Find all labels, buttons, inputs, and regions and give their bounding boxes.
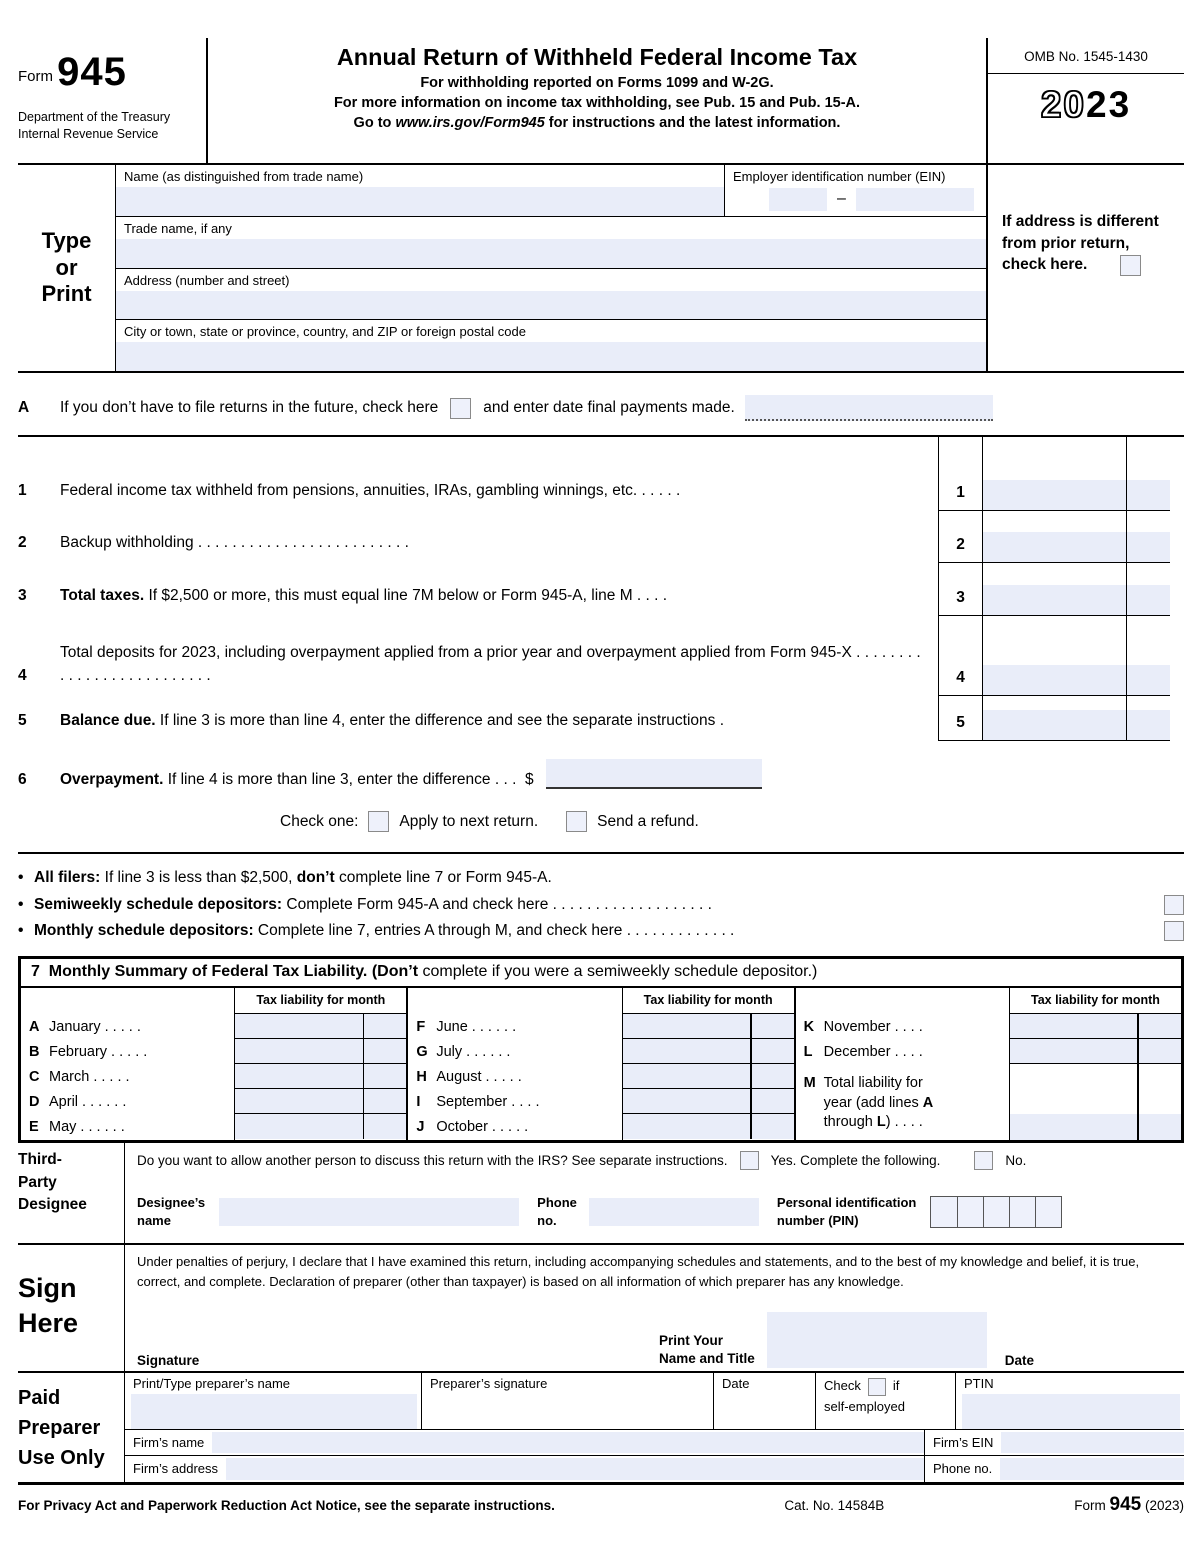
row-j-label: October . . . . . (436, 1118, 529, 1135)
final-return-checkbox[interactable] (450, 398, 471, 419)
year-solid: 23 (1086, 84, 1132, 125)
row-h-label: August . . . . . (436, 1068, 522, 1085)
city-input[interactable] (116, 342, 986, 371)
monthly-dots: . . . . . . . . . . . . . (622, 922, 735, 940)
sign-here-label (18, 1245, 125, 1371)
phone-no-input[interactable] (1000, 1458, 1184, 1480)
depositor-instructions (18, 852, 1184, 942)
tax-liability-header-1: Tax liability for month (235, 988, 406, 1014)
self-employed-word: self-employed (824, 1398, 905, 1414)
april-liability-input[interactable] (235, 1089, 406, 1114)
line-6-text: If line 4 is more than line 3, enter the difference (163, 771, 491, 788)
july-liability-input[interactable] (623, 1039, 794, 1064)
third-party-designee-section (18, 1143, 1184, 1245)
semiweekly-checkbox[interactable] (1164, 895, 1184, 915)
row-d-id: D (29, 1093, 40, 1110)
designee-name-input[interactable] (219, 1198, 519, 1226)
line-6-row (18, 757, 1184, 789)
sign-date-label: Date (1004, 1353, 1034, 1369)
row-k-label: November . . . . (823, 1018, 923, 1035)
form-header (18, 38, 1184, 165)
designee-name-label1: Designee’s (137, 1195, 206, 1211)
omb-number: OMB No. 1545-1430 (988, 38, 1184, 74)
paid-preparer-label (18, 1373, 125, 1482)
address-different-note (986, 165, 1184, 371)
monthly-bold: Monthly schedule depositors: (34, 922, 254, 940)
final-payments-date-input[interactable] (745, 395, 993, 421)
line-2-cents-input[interactable] (1127, 532, 1170, 562)
line-1-text: Federal income tax withheld from pensions, annuities, IRAs, gambling winnings, etc. (60, 481, 638, 499)
january-liability-input[interactable] (235, 1014, 406, 1039)
form-word: Form (18, 68, 53, 85)
pin-cell-5[interactable] (1035, 1197, 1061, 1227)
line-3-row (18, 563, 1184, 616)
footer-form-word: Form (1074, 1498, 1106, 1514)
pin-cell-2[interactable] (957, 1197, 983, 1227)
pin-cell-4[interactable] (1009, 1197, 1035, 1227)
goto-post: for instructions and the latest information. (544, 115, 841, 131)
line-2-dollars-input[interactable] (983, 532, 1126, 562)
line-6-number: 6 (18, 771, 27, 788)
line-2-text: Backup withholding (60, 533, 194, 551)
row-m-id: M (803, 1075, 816, 1092)
address-different-text: If address is different from prior return, check here. (1002, 213, 1159, 274)
row-h-id: H (416, 1068, 427, 1085)
m-label-line3: through (823, 1114, 877, 1131)
designee-phone-label1: Phone (537, 1195, 577, 1211)
line-5-number: 5 (18, 711, 27, 729)
line-1-dollars-input[interactable] (983, 480, 1126, 510)
total-liability-input[interactable] (1010, 1064, 1181, 1140)
year-outline: 20 (1040, 84, 1086, 125)
line-1-box-number: 1 (939, 437, 983, 510)
line-4-number: 4 (18, 666, 27, 684)
line-3-number: 3 (18, 586, 27, 604)
ein-suffix-input[interactable] (856, 188, 974, 211)
pin-cell-3[interactable] (983, 1197, 1009, 1227)
semiweekly-text: Complete Form 945-A and check here (282, 895, 549, 913)
firm-name-label: Firm’s name (133, 1435, 205, 1451)
row-j-id: J (416, 1118, 425, 1135)
march-liability-input[interactable] (235, 1064, 406, 1089)
december-liability-input[interactable] (1010, 1039, 1181, 1064)
type-or-print-label (18, 165, 115, 371)
semiweekly-bold: Semiweekly schedule depositors: (34, 895, 283, 913)
line-3-text: If $2,500 or more, this must equal line 7M below or Form 945-A, line M (144, 586, 633, 604)
row-g-id: G (416, 1043, 428, 1060)
goto-pre: Go to (353, 115, 396, 131)
all-filers-dont: don’t (296, 869, 335, 886)
line-5-dollars-input[interactable] (983, 710, 1126, 740)
line-3-bold: Total taxes. (60, 586, 145, 604)
line-5-cents-input[interactable] (1127, 710, 1170, 740)
form-number-block (18, 38, 208, 163)
phone-no-label: Phone no. (933, 1461, 993, 1477)
apply-next-return-label: Apply to next return. (399, 812, 539, 830)
line-a-text1: If you don’t have to file returns in the future, check here (60, 399, 439, 416)
line-5-dots: . (715, 711, 725, 729)
address-different-checkbox[interactable] (1120, 255, 1141, 276)
line-4-cents-input[interactable] (1127, 665, 1170, 695)
footer-form-number: 945 (1109, 1494, 1142, 1516)
september-liability-input[interactable] (623, 1089, 794, 1114)
m-label-a-bold: A (922, 1094, 934, 1111)
section-7-number: 7 (31, 963, 40, 981)
irs-url-link[interactable]: www.irs.gov/Form945 (395, 115, 545, 131)
line-3-dollars-input[interactable] (983, 585, 1126, 615)
line-2-box-number: 2 (939, 511, 983, 562)
print-name-title-input[interactable] (767, 1312, 987, 1368)
designee-pin-label1: Personal identification (776, 1195, 917, 1211)
line-1-number: 1 (18, 481, 27, 499)
ptin-label: PTIN (964, 1376, 994, 1392)
ein-dash: – (837, 190, 846, 208)
row-d-label: April . . . . . . (49, 1093, 127, 1110)
type-label: Type (41, 228, 92, 254)
preparer-name-input[interactable] (131, 1394, 417, 1429)
row-l-label: December . . . . (823, 1043, 923, 1060)
sign-label-line2: Here (18, 1308, 79, 1339)
may-liability-input[interactable] (235, 1114, 406, 1139)
designee-yes-checkbox[interactable] (740, 1151, 759, 1170)
firm-name-input[interactable] (212, 1432, 924, 1453)
designee-pin-input[interactable] (930, 1196, 1062, 1228)
city-label: City or town, state or province, country, and ZIP or foreign postal code (124, 324, 526, 340)
third-party-designee-label (18, 1143, 125, 1243)
monthly-text: Complete line 7, entries A through M, and check here (253, 922, 623, 940)
ein-label: Employer identification number (EIN) (733, 169, 946, 184)
line-6-bold: Overpayment. (60, 771, 164, 788)
self-employed-checkbox[interactable] (868, 1378, 886, 1396)
designee-no-label: No. (1005, 1153, 1027, 1169)
bullet-dot-3: • (18, 922, 24, 940)
tax-liability-header-2: Tax liability for month (623, 988, 794, 1014)
row-c-label: March . . . . . (49, 1068, 130, 1085)
sign-label-line1: Sign (18, 1273, 77, 1304)
tpd-side-line1: Third- (18, 1151, 62, 1169)
preparer-name-label: Print/Type preparer’s name (133, 1376, 291, 1392)
row-l-id: L (803, 1043, 813, 1060)
preparer-date-label: Date (722, 1376, 750, 1392)
subtitle-3 (208, 115, 986, 131)
line-6-dots: . . . (490, 771, 517, 788)
firm-ein-label: Firm’s EIN (933, 1435, 994, 1451)
line-4-row (18, 616, 1184, 696)
print-label-line2: Name and Title (658, 1350, 755, 1366)
line-5-row (18, 696, 1184, 741)
ein-prefix-input[interactable] (769, 188, 827, 211)
address-label: Address (number and street) (124, 272, 290, 288)
dept-line1: Department of the Treasury (18, 110, 171, 124)
prep-label-line2: Preparer (18, 1417, 101, 1440)
monthly-summary-table (18, 956, 1184, 1143)
line-4-dots: . . . . . . . . . . . . . . . . . . . . . . . . . . (60, 643, 921, 684)
subtitle-1: For withholding reported on Forms 1099 and W-2G. (420, 75, 774, 91)
check-one-row (18, 811, 1184, 832)
row-b-label: February . . . . . (49, 1043, 148, 1060)
november-liability-input[interactable] (1010, 1014, 1181, 1039)
address-input[interactable] (116, 291, 986, 320)
row-k-id: K (803, 1018, 815, 1035)
row-f-label: June . . . . . . (436, 1018, 517, 1035)
catalog-number: Cat. No. 14584B (784, 1498, 885, 1514)
october-liability-input[interactable] (623, 1114, 794, 1139)
monthly-bullet (18, 920, 1184, 942)
subtitle-2: For more information on income tax withholding, see Pub. 15 and Pub. 15-A. (333, 95, 861, 111)
bullet-dot-2: • (18, 895, 24, 913)
m-label-l-bold: L (876, 1114, 886, 1131)
line-3-box-number: 3 (939, 563, 983, 615)
row-e-label: May . . . . . . (49, 1118, 125, 1135)
line-2-dots: . . . . . . . . . . . . . . . . . . . . . . . . . (193, 533, 409, 551)
row-a-id: A (29, 1018, 40, 1035)
section-7-dont: (Don’t (371, 963, 419, 981)
semiweekly-dots: . . . . . . . . . . . . . . . . . . . (548, 895, 712, 913)
paid-preparer-section (18, 1373, 1184, 1485)
tax-liability-header-3: Tax liability for month (1010, 988, 1181, 1014)
line-a-id: A (18, 399, 30, 416)
prep-label-line1: Paid (18, 1387, 61, 1410)
row-e-id: E (29, 1118, 39, 1135)
check-word: Check (824, 1378, 861, 1394)
line-5-box-number: 5 (939, 696, 983, 740)
perjury-statement: Under penalties of perjury, I declare that I have examined this return, including accompanying schedules and statements, and to the best of my knowledge and belief, it is true, correct, and complete. Declaration of preparer (other than taxpayer) is based on all information of which preparer has any knowledge. (137, 1254, 1140, 1289)
line-3-cents-input[interactable] (1127, 585, 1170, 615)
send-refund-checkbox[interactable] (566, 811, 587, 832)
line-2-row (18, 511, 1184, 563)
line-4-box-number: 4 (939, 616, 983, 695)
firm-address-label: Firm’s address (133, 1461, 219, 1477)
line-2-number: 2 (18, 533, 27, 551)
all-filers-bold: All filers: (34, 869, 101, 886)
august-liability-input[interactable] (623, 1064, 794, 1089)
june-liability-input[interactable] (623, 1014, 794, 1039)
row-g-label: July . . . . . . (436, 1043, 511, 1060)
tpd-side-line2: Party (18, 1173, 57, 1191)
monthly-summary-title (21, 959, 1181, 988)
privacy-notice: For Privacy Act and Paperwork Reduction Act Notice, see the separate instructions. (18, 1498, 555, 1514)
m-label-line1: Total liability for (823, 1075, 923, 1092)
row-m-label (804, 1064, 1009, 1140)
page-footer (18, 1485, 1184, 1516)
preparer-signature-label: Preparer’s signature (430, 1376, 548, 1392)
line-4-text: Total deposits for 2023, including overpayment applied from a prior year and overpayment applied from Form 945-X (60, 643, 852, 661)
prep-label-line3: Use Only (18, 1447, 105, 1470)
section-7-title-bold: Monthly Summary of Federal Tax Liability. (48, 963, 372, 981)
m-label-dots: ) . . . . (885, 1114, 923, 1131)
form-number: 945 (57, 50, 127, 94)
months-group-1 (21, 988, 406, 1140)
row-b-id: B (29, 1043, 40, 1060)
designee-phone-input[interactable] (589, 1198, 759, 1226)
line-5-text: If line 3 is more than line 4, enter the difference and see the separate instructions (155, 711, 716, 729)
pin-cell-1[interactable] (931, 1197, 957, 1227)
dept-line2: Internal Revenue Service (18, 126, 159, 141)
section-7-title-rest: complete if you were a semiweekly schedule depositor.) (418, 963, 818, 981)
months-group-2 (406, 988, 793, 1140)
all-filers-text1: If line 3 is less than $2,500, (100, 869, 297, 886)
overpayment-amount-input[interactable] (546, 759, 762, 789)
self-employed-cell (816, 1373, 956, 1429)
m-label-line2: year (add lines (823, 1094, 923, 1111)
row-i-id: I (416, 1093, 421, 1110)
ptin-input[interactable] (962, 1394, 1180, 1429)
signature-label: Signature (137, 1353, 200, 1369)
line-1-cents-input[interactable] (1127, 480, 1170, 510)
designee-question: Do you want to allow another person to discuss this return with the IRS? See separate instructions. (137, 1153, 728, 1169)
all-filers-bullet (18, 867, 1184, 889)
designee-pin-label2: number (PIN) (776, 1212, 859, 1228)
row-a-label: January . . . . . (49, 1018, 141, 1035)
tax-year (988, 74, 1184, 126)
line-3-dots: . . . . (632, 586, 668, 604)
bullet-dot-1: • (18, 869, 24, 886)
firm-ein-input[interactable] (1001, 1432, 1184, 1453)
february-liability-input[interactable] (235, 1039, 406, 1064)
line-a-text2: and enter date final payments made. (483, 399, 735, 416)
tpd-side-line3: Designee (18, 1196, 87, 1213)
trade-name-input[interactable] (116, 239, 986, 268)
designee-yes-label: Yes. Complete the following. (770, 1153, 941, 1169)
print-name-title-label (659, 1332, 755, 1368)
designee-phone-label2: no. (537, 1212, 557, 1228)
entity-section (18, 165, 1184, 373)
dollar-sign: $ (525, 771, 534, 788)
line-4-dollars-input[interactable] (983, 665, 1126, 695)
monthly-checkbox[interactable] (1164, 921, 1184, 941)
name-label: Name (as distinguished from trade name) (124, 169, 364, 184)
form-footer-id (1074, 1494, 1184, 1516)
send-refund-label: Send a refund. (597, 812, 699, 830)
apply-next-return-checkbox[interactable] (368, 811, 389, 832)
row-f-id: F (416, 1018, 426, 1035)
designee-no-checkbox[interactable] (974, 1151, 993, 1170)
months-group-3 (794, 988, 1181, 1140)
tax-lines (18, 437, 1184, 741)
semiweekly-bullet (18, 894, 1184, 916)
line-1-row (18, 437, 1184, 511)
sign-here-section (18, 1245, 1184, 1373)
footer-form-year: (2023) (1144, 1498, 1184, 1514)
page-title: Annual Return of Withheld Federal Income Tax (336, 44, 858, 70)
check-one-label: Check one: (280, 812, 359, 830)
line-5-bold: Balance due. (60, 711, 156, 729)
or-label: or (55, 254, 78, 280)
trade-name-label: Trade name, if any (124, 220, 232, 236)
print-label: Print (41, 281, 92, 307)
row-c-id: C (29, 1068, 40, 1085)
line-a (18, 395, 1184, 437)
line-1-dots: . . . . . (637, 481, 681, 499)
name-input[interactable] (116, 187, 724, 216)
designee-name-label2: name (137, 1212, 171, 1228)
if-word: if (892, 1378, 900, 1394)
all-filers-text2: complete line 7 or Form 945-A. (334, 869, 552, 886)
print-label-line1: Print Your (658, 1332, 723, 1348)
row-i-label: September . . . . (436, 1093, 540, 1110)
firm-address-input[interactable] (226, 1458, 924, 1480)
